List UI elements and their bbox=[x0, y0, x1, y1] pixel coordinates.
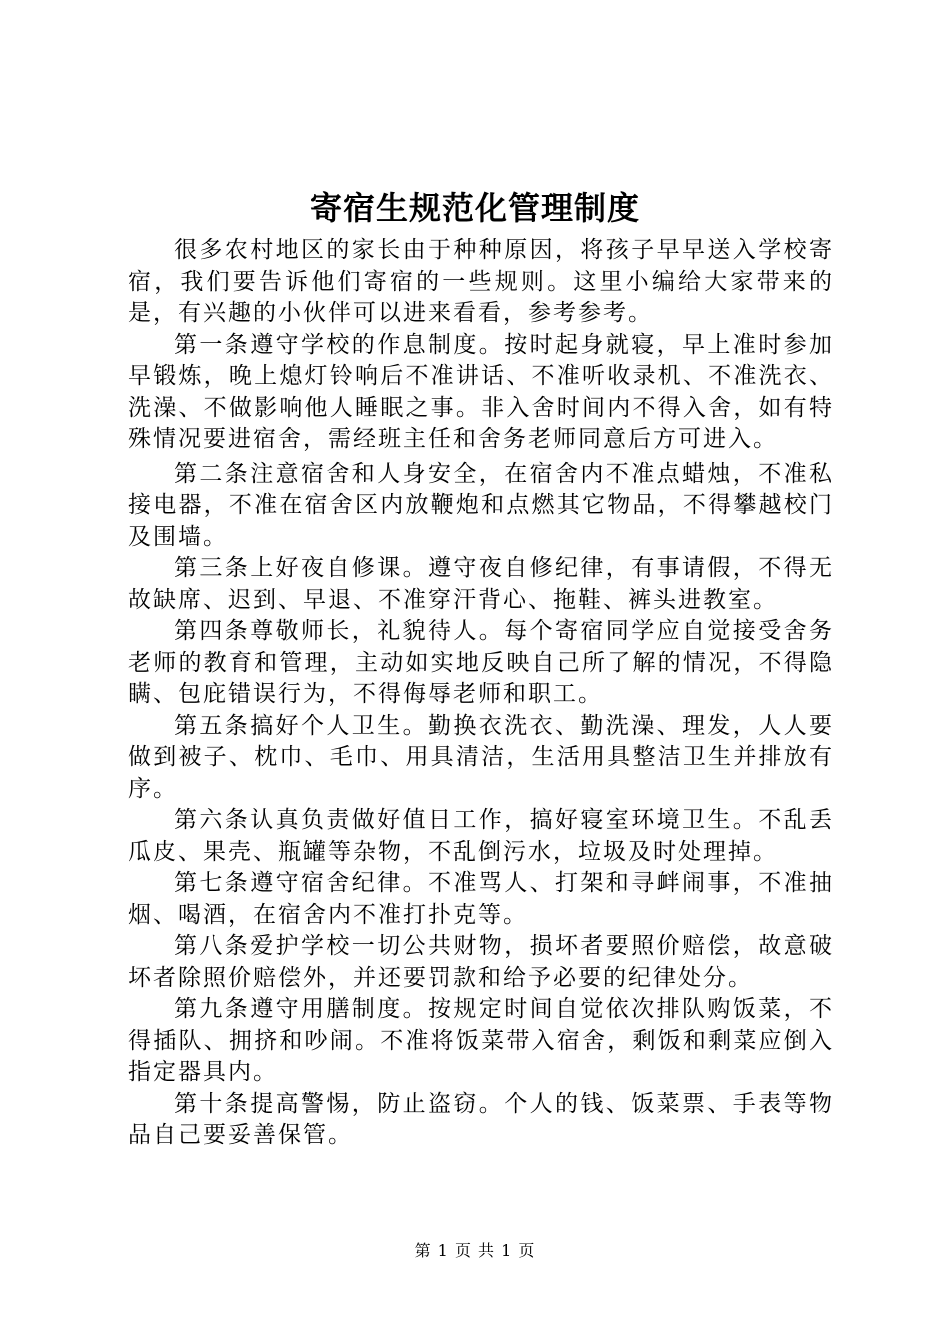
intro-paragraph: 很多农村地区的家长由于种种原因，将孩子早早送入学校寄宿，我们要告诉他们寄宿的一些规则。这里小编给大家带来的是，有兴趣的小伙伴可以进来看看，参考参考。 bbox=[128, 237, 834, 326]
page-footer: 第 1 页 共 1 页 bbox=[414, 1241, 536, 1260]
article-9-paragraph: 第九条遵守用膳制度。按规定时间自觉依次排队购饭菜，不得插队、拥挤和吵闹。不准将饭菜带入宿舍，剩饭和剩菜应倒入指定器具内。 bbox=[128, 996, 834, 1085]
article-1-paragraph: 第一条遵守学校的作息制度。按时起身就寝，早上准时参加早锻炼，晚上熄灯铃响后不准讲话、不准听收录机、不准洗衣、洗澡、不做影响他人睡眠之事。非入舍时间内不得入舍，如有特殊情况要进宿舍，需经班主任和舍务老师同意后方可进入。 bbox=[128, 331, 834, 452]
article-10-paragraph: 第十条提高警惕，防止盗窃。个人的钱、饭菜票、手表等物品自己要妥善保管。 bbox=[128, 1090, 834, 1148]
article-4-paragraph: 第四条尊敬师长，礼貌待人。每个寄宿同学应自觉接受舍务老师的教育和管理，主动如实地反映自己所了解的情况，不得隐瞒、包庇错误行为，不得侮辱老师和职工。 bbox=[128, 618, 834, 707]
document-title: 寄宿生规范化管理制度 bbox=[309, 189, 640, 227]
article-3-paragraph: 第三条上好夜自修课。遵守夜自修纪律，有事请假，不得无故缺席、迟到、早退、不准穿汗背心、拖鞋、裤头进教室。 bbox=[128, 555, 834, 613]
article-6-paragraph: 第六条认真负责做好值日工作，搞好寝室环境卫生。不乱丢瓜皮、果壳、瓶罐等杂物，不乱倒污水，垃圾及时处理掉。 bbox=[128, 807, 834, 865]
article-7-paragraph: 第七条遵守宿舍纪律。不准骂人、打架和寻衅闹事，不准抽烟、喝酒，在宿舍内不准打扑克等。 bbox=[128, 870, 834, 928]
document-body bbox=[128, 235, 834, 1152]
article-2-paragraph: 第二条注意宿舍和人身安全，在宿舍内不准点蜡烛，不准私接电器，不准在宿舍区内放鞭炮和点燃其它物品，不得攀越校门及围墙。 bbox=[128, 460, 834, 550]
article-5-paragraph: 第五条搞好个人卫生。勤换衣洗衣、勤洗澡、理发，人人要做到被子、枕巾、毛巾、用具清洁，生活用具整洁卫生并排放有序。 bbox=[128, 712, 834, 802]
article-8-paragraph: 第八条爱护学校一切公共财物，损坏者要照价赔偿，故意破坏者除照价赔偿外，并还要罚款和给予必要的纪律处分。 bbox=[128, 933, 834, 991]
